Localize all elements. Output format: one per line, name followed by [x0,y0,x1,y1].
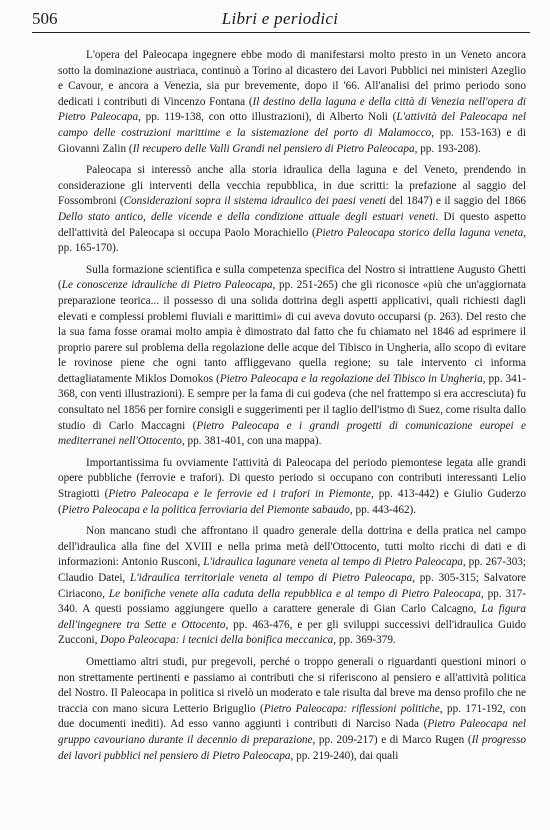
running-head: Libri e periodici [221,9,339,28]
italic-title: La figura dell'ingegnere tra Sette e Ottocento [58,603,527,631]
paragraph [58,263,526,450]
italic-title: Pietro Paleocapa e la regolazione del Tibisco in Ungheria [219,372,483,385]
italic-title: Le bonifiche venete alla caduta della repubblica e al tempo di Pietro Paleocapa [108,587,481,600]
article-body [58,48,526,770]
italic-title: Pietro Paleocapa nel gruppo cavouriano durante il decennio di preparazione [58,718,526,746]
page-number: 506 [32,9,58,28]
paragraph [58,456,526,518]
text-run: del 1847) e il saggio del 1866 [386,195,526,208]
italic-title: Il progresso dei lavori pubblici nel pensiero di Pietro Paleocapa [58,733,526,762]
text-run: , pp. 317-340. A questi possiamo aggiungere quello a carattere generale di Gian Carlo Calcagno, [58,587,527,616]
text-run: , pp. 219-240), dai quali [290,749,399,762]
text-run: , pp. 381-401, con una mappa). [181,435,322,448]
text-run: , pp. 413-442) e Giulio Guderzo ( [58,488,526,516]
italic-title: Il destino della laguna e della città di Venezia nell'opera di Pietro Paleocapa [58,95,526,124]
text-run: Importantissima fu ovviamente l'attività di Paleocapa del periodo piemontese legata alle grandi opere pubbliche (ferrovie e trafori). Di questo periodo si occupano con contributi interessanti Lelio Stragiotti ( [58,456,526,501]
text-run: , pp. 251-265) che gli riconosce «più che un'aggiornata preparazione teorica... il possesso di una solida dottrina degli aspetti applicativi, quali richiesti dagli elevati e complessi problemi fluviali e marittimi» di cui aveva dovuto occuparsi (p. 263). Del resto che la sua fama fosse oramai molto ampia è dimostrato dal fatto che fu chiamato nel 1846 ad esprimere il proprio parere sul problema della regolazione delle acque del Tibisco in Ungheria, allo scopo di evitare le rovinose piene che ogni tanto affliggevano quella regione; su tale intervento ci informa dettagliatamente Miklos Domokos ( [58,279,526,385]
italic-title: Pietro Paleocapa e i grandi progetti di comunicazione europei e mediterranei nell'Ottocento [58,419,526,448]
text-run: , pp. 369-379. [333,634,396,647]
paragraph [58,655,526,764]
page-header [32,8,528,32]
italic-title: Pietro Paleocapa e le ferrovie ed i trafori in Piemonte [108,488,371,501]
italic-title: Il recupero delle Valli Grandi nel pensiero di Pietro Paleocapa [132,142,415,155]
italic-title: L'attività del Paleocapa nel campo delle costruzioni marittime e la sistemazione del porto di Malamocco [58,111,526,139]
text-run: , pp. 193-208). [414,142,481,155]
italic-title: Pietro Paleocapa storico della laguna veneta [315,226,524,239]
paragraph [58,163,526,257]
text-run: Non mancano studi che affrontano il quadro generale della dottrina e della pratica nel campo dell'idraulica alla fine del XVIII e nella prima metà dell'Ottocento, tutti molto ricchi di dati e di informazioni: Antonio Rusconi, [58,525,526,569]
italic-title: Dopo Paleocapa: i tecnici della bonifica meccanica [100,634,334,647]
italic-title: Pietro Paleocapa e la politica ferroviaria del Piemonte sabaudo [61,503,350,516]
text-run: , pp. 165-170). [58,226,526,255]
text-run: L'opera del Paleocapa ingegnere ebbe modo di manifestarsi molto presto in un Veneto ancora sotto la dominazione austriaca, continuò a Torino al dicastero dei Lavori Pubblici nei ministeri Azeglio e Cavour, e ancora a Venezia, sia pur brevemente, dopo il '66. All'analisi del primo periodo sono dedicati i contributi di Vincenzo Fontana ( [58,49,526,108]
text-run: , pp. 171-192, con due documenti inediti). Ad esso vanno aggiunti i contributi di Narciso Nada ( [58,702,526,731]
italic-title: L'idraulica lagunare veneta al tempo di Pietro Paleocapa [203,556,463,569]
text-run: . Di questo aspetto dell'attività del Paleocapa si occupa Paolo Morachiello ( [58,210,526,239]
text-run: , pp. 443-462). [349,503,417,516]
paragraph [58,524,526,649]
text-run: , pp. 341-368, con venti illustrazioni). E sempre per la fama di cui godeva (che nel frattempo si era accresciuta) fu consultato nel 1856 per fornire consigli e suggerimenti per il taglio dell'istmo di Suez, come risulta dallo studio di Carlo Maccagni ( [58,372,527,432]
text-run: , pp. 305-315; Salvatore Ciriacono, [58,572,526,600]
text-run: Omettiamo altri studi, pur pregevoli, perché o troppo generali o riguardanti questioni minori o non strettamente pertinenti e passiamo ai contributi che si riferiscono al pensiero e all'attività politica del Nostro. Il Paleocapa in politica si rivelò un moderato e tale risulta dal breve ma denso profilo che ne traccia con mano sicura Letterio Briguglio ( [58,655,526,715]
italic-title: Pietro Paleocapa: riflessioni politiche [263,702,440,715]
italic-title: Dello stato antico, delle vicende e della condizione attuale degli estuari veneti [58,210,436,223]
italic-title: Considerazioni sopra il sistema idraulico dei paesi veneti [123,195,386,208]
text-run: , pp. 267-303; Claudio Datei, [58,556,526,584]
italic-title: Le conoscenze idrauliche di Pietro Paleocapa [61,279,273,292]
italic-title: L'idraulica territoriale veneta al tempo di Pietro Paleocapa [130,572,413,584]
text-run: Sulla formazione scientifica e sulla competenza specifica del Nostro si intrattiene Augusto Ghetti ( [58,263,526,292]
text-run: , pp. 153-163) e di Giovanni Zalin ( [58,126,526,155]
text-run: , pp. 209-217) e di Marco Rugen ( [312,733,472,746]
header-rule [32,32,530,33]
text-run: Paleocapa si interessò anche alla storia idraulica della laguna e del Veneto, prendendo in considerazione gli interventi della vecchia repubblica, in due scritti: la prefazione al saggio del Fossombroni ( [58,164,526,208]
paragraph [58,48,526,157]
text-run: , pp. 463-476, e per gli sviluppi successivi dell'idraulica Guido Zucconi, [58,618,526,647]
text-run: , pp. 119-138, con otto illustrazioni), di Alberto Noli ( [138,111,397,124]
